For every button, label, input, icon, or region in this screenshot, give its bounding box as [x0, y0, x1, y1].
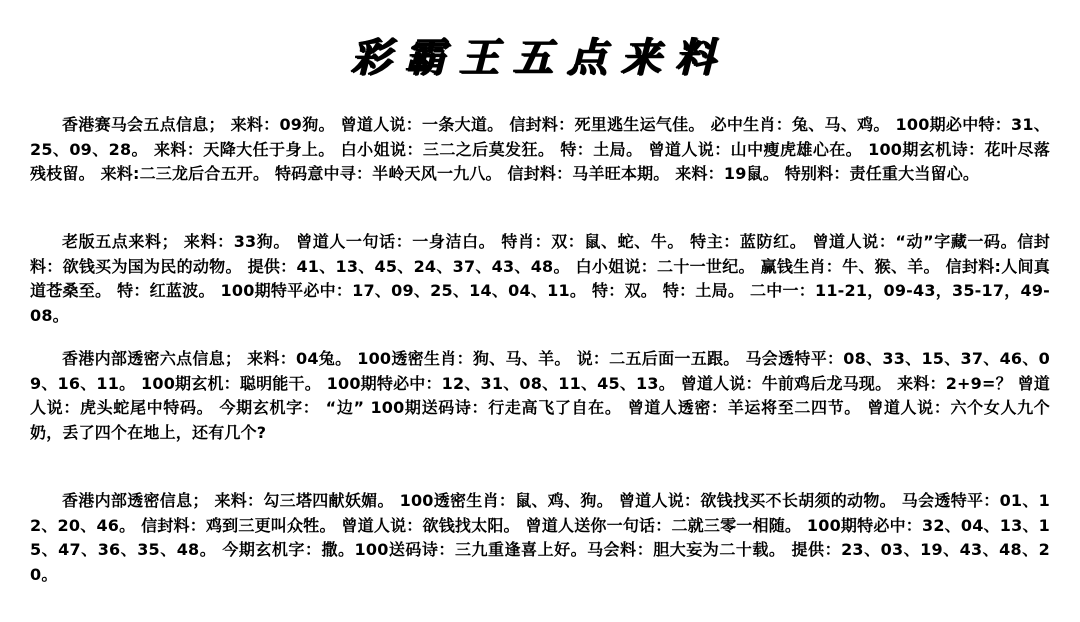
page-title: 彩霸王五点来料 [351, 34, 729, 81]
paragraph-old-edition-five-point: 老版五点来料； 来料：33狗。 曾道人一句话：一身洁白。 特肖：双：鼠、蛇、牛。 特主：蓝防红。 曾道人说：“动”字藏一码。信封料：欲钱买为国为民的动物。 提供：41、13、45、24、37、43、48。 白小姐说：二十一世纪。 赢钱生肖：牛、猴、羊。 信封料:人间真道苍桑至。 特：红蓝波。 100期特平必中：17、09、25、14、04、11。 特：双。 特：土局。 二中一：11-21，09-43，35-17，49-08。 [30, 232, 1050, 325]
paragraph-hk-internal-six-point-info: 香港内部透密六点信息； 来料：04兔。 100透密生肖：狗、马、羊。 说：二五后面一五跟。 马会透特平：08、33、15、37、46、09、16、11。 100期玄机：聪明能干。 100期特必中：12、31、08、11、45、13。 曾道人说：牛前鸡后龙马现。 来料：2+9=？ 曾道人说：虎头蛇尾中特码。 今期玄机字： “边” 100期送码诗：行走高飞了自在。 曾道人透密：羊运将至二四节。 曾道人说：六个女人九个奶，丢了四个在地上，还有几个? [30, 349, 1050, 442]
paragraph-hk-internal-info: 香港内部透密信息； 来料：勾三塔四献妖媚。 100透密生肖：鼠、鸡、狗。 曾道人说：欲钱找买不长胡须的动物。 马会透特平：01、12、20、46。 信封料：鸡到三更叫众牲。 曾道人说：欲钱找太阳。 曾道人送你一句话：二就三零一相随。 100期特必中：32、04、13、15、47、36、35、48。 今期玄机字：撒。100送码诗：三九重逢喜上好。马会料：胆大妄为二十载。 提供：23、03、19、43、48、20。 [30, 491, 1050, 584]
paragraph-hk-jockey-club-five-point-info: 香港赛马会五点信息； 来料：09狗。 曾道人说：一条大道。 信封料：死里逃生运气佳。 必中生肖：兔、马、鸡。 100期必中特：31、25、09、28。 来料：天降大任于身上。 白小姐说：三二之后莫发狂。 特：土局。 曾道人说：山中瘦虎雄心在。 100期玄机诗：花叶尽落残枝留。 来料:二三龙后合五开。 特码意中寻：半岭天风一九八。 信封料：马羊旺本期。 来料：19鼠。 特别料：责任重大当留心。 [30, 115, 1050, 183]
